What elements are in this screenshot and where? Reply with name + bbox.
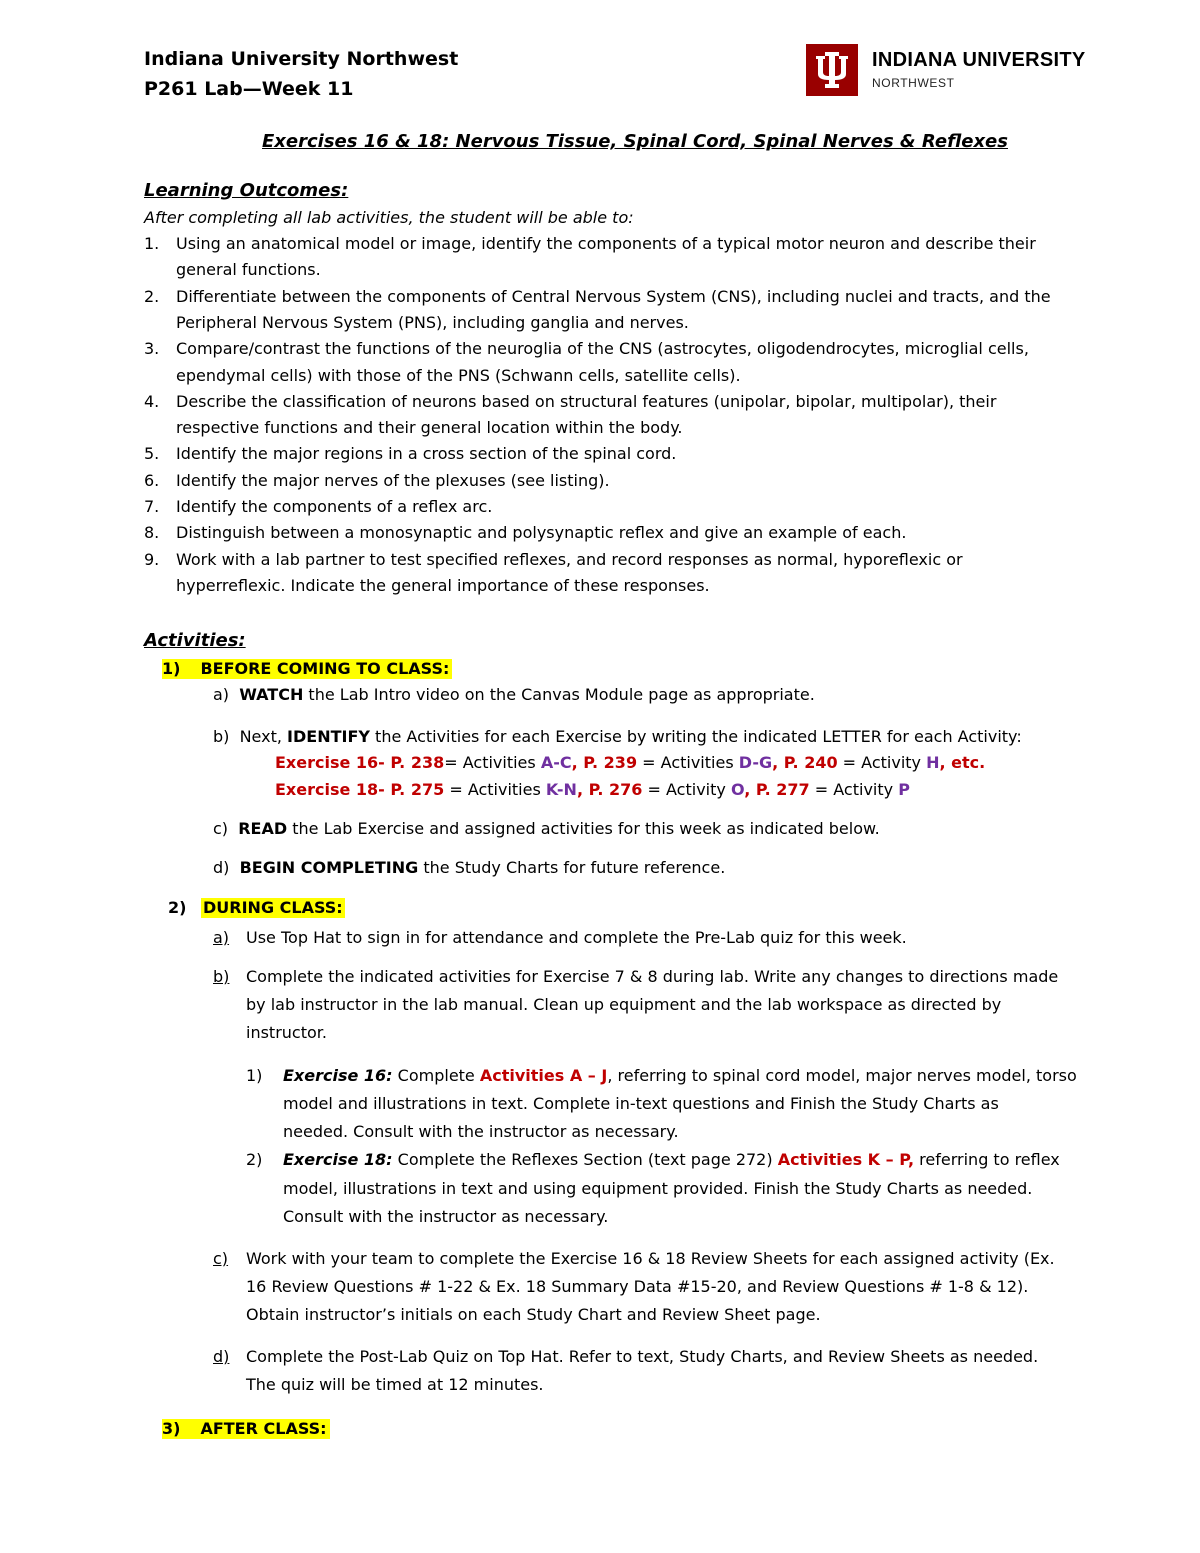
during-item-b: instructor. xyxy=(246,1023,327,1042)
separator: , xyxy=(576,780,589,799)
exercise-label: Exercise 18: xyxy=(283,1150,393,1169)
list-item-number: 9. xyxy=(144,550,160,569)
exercise-18-activity: model, illustrations in text and using equipment provided. Finish the Study Charts as needed. xyxy=(283,1179,1033,1198)
item-letter: a) xyxy=(213,928,230,947)
list-item: Identify the major nerves of the plexuses (see listing). xyxy=(176,471,610,490)
before-item-d xyxy=(213,858,725,878)
sub-item-number: 1) xyxy=(246,1066,263,1085)
during-item-c: Work with your team to complete the Exercise 16 & 18 Review Sheets for each assigned activity (Ex. xyxy=(246,1249,1055,1268)
separator: - xyxy=(378,753,391,772)
exercise-label: Exercise 16 xyxy=(275,753,379,772)
list-item-number: 6. xyxy=(144,471,160,490)
sub-item-number: 2) xyxy=(246,1150,263,1169)
during-item-b: by lab instructor in the lab manual. Clean up equipment and the lab workspace as directed by xyxy=(246,995,1002,1014)
before-item-c xyxy=(213,819,880,839)
separator: , xyxy=(772,753,784,772)
iu-trident-logo xyxy=(806,44,858,96)
separator: - xyxy=(378,780,391,799)
activity-letters: K-N xyxy=(545,780,577,799)
item-text: = Activity xyxy=(642,780,731,799)
during-item-d: Complete the Post-Lab Quiz on Top Hat. Refer to text, Study Charts, and Review Sheets as needed. xyxy=(246,1347,1039,1366)
logo-wordmark: INDIANA UNIVERSITY xyxy=(872,49,1086,71)
list-item-number: 2. xyxy=(144,287,160,306)
section-before-class xyxy=(162,659,452,679)
during-item-a: Use Top Hat to sign in for attendance and complete the Pre-Lab quiz for this week. xyxy=(246,928,907,947)
exercise-18-activity xyxy=(283,1150,1060,1170)
list-item: Using an anatomical model or image, identify the components of a typical motor neuron and describe their xyxy=(176,234,1036,253)
section-number: 3) xyxy=(162,1419,181,1438)
page-title: Exercises 16 & 18: Nervous Tissue, Spinal Cord, Spinal Nerves & Reflexes xyxy=(262,131,1008,152)
item-letter: b) xyxy=(213,967,230,986)
exercise-16-activity: needed. Consult with the instructor as necessary. xyxy=(283,1122,679,1141)
list-item: hyperreflexic. Indicate the general importance of these responses. xyxy=(176,576,710,595)
list-item: Distinguish between a monosynaptic and polysynaptic reflex and give an example of each. xyxy=(176,523,907,542)
item-keyword: READ xyxy=(238,819,288,838)
before-item-a xyxy=(213,685,815,705)
list-item: ependymal cells) with those of the PNS (Schwann cells, satellite cells). xyxy=(176,366,741,385)
exercise-16-activity xyxy=(283,1066,1077,1086)
item-text: = Activity xyxy=(837,753,927,772)
activity-letters: P xyxy=(898,780,910,799)
during-item-c: Obtain instructor’s initials on each Study Chart and Review Sheet page. xyxy=(246,1305,821,1324)
separator: , xyxy=(571,753,584,772)
institution-name: Indiana University Northwest xyxy=(144,48,459,70)
item-text: Next, xyxy=(239,727,288,746)
exercise-16-pages xyxy=(275,753,985,773)
section-after-class xyxy=(162,1419,330,1439)
activity-letters: O xyxy=(730,780,745,799)
item-text: = Activities xyxy=(637,753,739,772)
item-keyword: IDENTIFY xyxy=(287,727,370,746)
activity-letters: H xyxy=(926,753,940,772)
exercise-18-activity: Consult with the instructor as necessary. xyxy=(283,1207,609,1226)
list-item-number: 5. xyxy=(144,444,160,463)
separator: , xyxy=(744,780,756,799)
list-item: general functions. xyxy=(176,260,321,279)
item-keyword: WATCH xyxy=(239,685,304,704)
exercise-label: Exercise 16: xyxy=(283,1066,393,1085)
trident-icon xyxy=(806,44,858,96)
course-week: P261 Lab—Week 11 xyxy=(144,78,354,100)
list-item: Compare/contrast the functions of the neuroglia of the CNS (astrocytes, oligodendrocytes, microglial cells, xyxy=(176,339,1029,358)
item-letter: c) xyxy=(213,819,229,838)
page-ref: P. 277 xyxy=(755,780,810,799)
item-text: the Lab Exercise and assigned activities for this week as indicated below. xyxy=(287,819,880,838)
item-text: the Activities for each Exercise by writing the indicated LETTER for each Activity: xyxy=(369,727,1022,746)
item-text: , referring to spinal cord model, major nerves model, torso xyxy=(607,1066,1077,1085)
list-item: respective functions and their general location within the body. xyxy=(176,418,683,437)
logo-campus: NORTHWEST xyxy=(872,76,955,90)
list-item: Identify the major regions in a cross section of the spinal cord. xyxy=(176,444,677,463)
item-letter: a) xyxy=(213,685,230,704)
list-item: Peripheral Nervous System (PNS), including ganglia and nerves. xyxy=(176,313,689,332)
page-ref: P. 239 xyxy=(583,753,638,772)
item-text: referring to reflex xyxy=(914,1150,1060,1169)
list-item-number: 1. xyxy=(144,234,160,253)
section-number: 2) xyxy=(168,898,187,917)
item-text: Complete xyxy=(392,1066,480,1085)
item-text: = Activity xyxy=(809,780,899,799)
activity-letters: D-G xyxy=(738,753,773,772)
item-letter: d) xyxy=(213,1347,230,1366)
during-item-c: 16 Review Questions # 1-22 & Ex. 18 Summary Data #15-20, and Review Questions # 1-8 & 12). xyxy=(246,1277,1029,1296)
page-ref: P. 275 xyxy=(390,780,445,799)
list-item-number: 7. xyxy=(144,497,160,516)
activity-range: Activities A – J xyxy=(479,1066,608,1085)
outcomes-intro: After completing all lab activities, the student will be able to: xyxy=(144,208,634,227)
list-item: Describe the classification of neurons based on structural features (unipolar, bipolar, multipolar), their xyxy=(176,392,997,411)
exercise-label: Exercise 18 xyxy=(275,780,379,799)
list-item: Identify the components of a reflex arc. xyxy=(176,497,493,516)
item-text: Complete the Reflexes Section (text page 272) xyxy=(392,1150,778,1169)
list-item: Work with a lab partner to test specified reflexes, and record responses as normal, hyporeflexic or xyxy=(176,550,963,569)
section-number: 1) xyxy=(162,659,181,678)
list-item-number: 4. xyxy=(144,392,160,411)
page-ref: P. 276 xyxy=(588,780,643,799)
item-letter: c) xyxy=(213,1249,229,1268)
section-label-during: DURING CLASS: xyxy=(203,898,343,917)
activities-heading: Activities: xyxy=(144,630,246,651)
section-label: BEFORE COMING TO CLASS: xyxy=(200,659,450,678)
page-ref: P. 238 xyxy=(390,753,445,772)
outcomes-heading: Learning Outcomes: xyxy=(144,180,349,201)
activity-range: Activities K – P, xyxy=(777,1150,915,1169)
item-text: , etc. xyxy=(939,753,986,772)
section-label: AFTER CLASS: xyxy=(200,1419,327,1438)
activity-letters: A-C xyxy=(540,753,572,772)
item-text: the Lab Intro video on the Canvas Module page as appropriate. xyxy=(303,685,815,704)
item-text: = Activities xyxy=(444,753,541,772)
item-keyword: BEGIN COMPLETING xyxy=(239,858,419,877)
list-item-number: 3. xyxy=(144,339,160,358)
item-letter: b) xyxy=(213,727,230,746)
exercise-16-activity: model and illustrations in text. Complete in-text questions and Finish the Study Charts as xyxy=(283,1094,999,1113)
during-item-d: The quiz will be timed at 12 minutes. xyxy=(246,1375,544,1394)
before-item-b xyxy=(213,727,1022,747)
exercise-18-pages xyxy=(275,780,910,800)
item-text: the Study Charts for future reference. xyxy=(418,858,726,877)
during-item-b: Complete the indicated activities for Exercise 7 & 8 during lab. Write any changes to directions made xyxy=(246,967,1059,986)
list-item-number: 8. xyxy=(144,523,160,542)
item-text: = Activities xyxy=(444,780,546,799)
item-letter: d) xyxy=(213,858,230,877)
list-item: Differentiate between the components of Central Nervous System (CNS), including nuclei and tracts, and the xyxy=(176,287,1051,306)
page-ref: P. 240 xyxy=(783,753,838,772)
